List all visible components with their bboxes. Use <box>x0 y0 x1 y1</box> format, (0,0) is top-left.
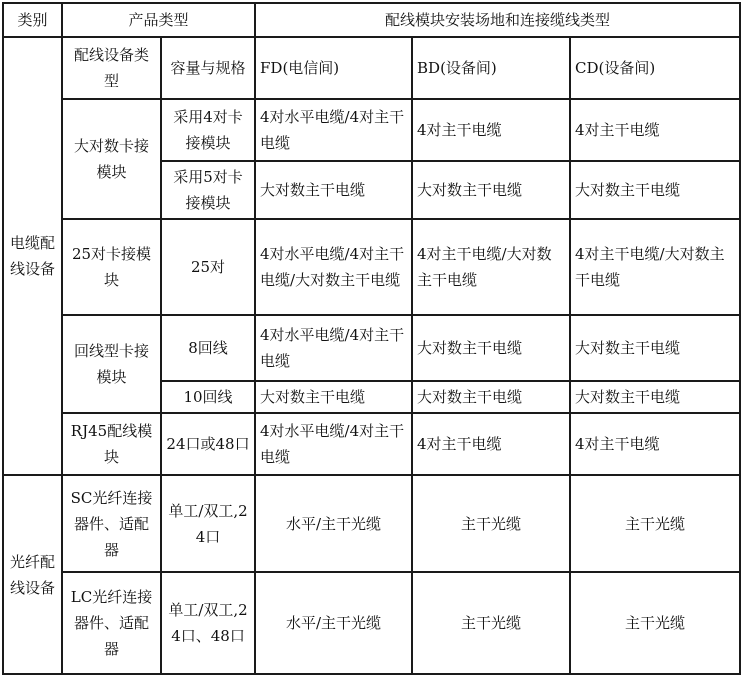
row-bd: 主干光缆 <box>412 572 570 674</box>
subheader-fd: FD(电信间) <box>255 37 412 99</box>
subheader-bd: BD(设备间) <box>412 37 570 99</box>
module-table <box>2 2 741 675</box>
row-capacity: 采用4对卡接模块 <box>161 99 255 161</box>
subheader-device-type: 配线设备类型 <box>62 37 161 99</box>
row-device: 大对数卡接模块 <box>62 99 161 219</box>
group-fiber: 光纤配线设备 <box>3 475 62 674</box>
row-bd: 4对主干电缆/大对数主干电缆 <box>412 219 570 315</box>
header-install-area: 配线模块安装场地和连接缆线类型 <box>255 3 740 37</box>
row-capacity: 8回线 <box>161 315 255 381</box>
row-cd: 大对数主干电缆 <box>570 381 740 413</box>
row-cd: 4对主干电缆 <box>570 99 740 161</box>
row-fd: 4对水平电缆/4对主干电缆 <box>255 99 412 161</box>
row-fd: 4对水平电缆/4对主干电缆/大对数主干电缆 <box>255 219 412 315</box>
row-device: LC光纤连接器件、适配器 <box>62 572 161 674</box>
row-fd: 水平/主干光缆 <box>255 475 412 572</box>
row-cd: 主干光缆 <box>570 475 740 572</box>
row-capacity: 24口或48口 <box>161 413 255 475</box>
subheader-capacity: 容量与规格 <box>161 37 255 99</box>
row-capacity: 10回线 <box>161 381 255 413</box>
row-fd: 4对水平电缆/4对主干电缆 <box>255 413 412 475</box>
row-device: RJ45配线模块 <box>62 413 161 475</box>
row-bd: 大对数主干电缆 <box>412 381 570 413</box>
row-bd: 4对主干电缆 <box>412 99 570 161</box>
row-cd: 大对数主干电缆 <box>570 161 740 219</box>
row-bd: 4对主干电缆 <box>412 413 570 475</box>
row-cd: 主干光缆 <box>570 572 740 674</box>
subheader-cd: CD(设备间) <box>570 37 740 99</box>
row-capacity: 单工/双工,24口 <box>161 475 255 572</box>
group-cable: 电缆配线设备 <box>3 37 62 475</box>
row-bd: 大对数主干电缆 <box>412 315 570 381</box>
row-bd: 主干光缆 <box>412 475 570 572</box>
row-cd: 大对数主干电缆 <box>570 315 740 381</box>
row-cd: 4对主干电缆/大对数主干电缆 <box>570 219 740 315</box>
row-capacity: 单工/双工,24口、48口 <box>161 572 255 674</box>
row-fd: 大对数主干电缆 <box>255 161 412 219</box>
row-bd: 大对数主干电缆 <box>412 161 570 219</box>
row-capacity: 采用5对卡接模块 <box>161 161 255 219</box>
row-device: 回线型卡接模块 <box>62 315 161 413</box>
row-fd: 水平/主干光缆 <box>255 572 412 674</box>
row-fd: 4对水平电缆/4对主干电缆 <box>255 315 412 381</box>
row-device: 25对卡接模块 <box>62 219 161 315</box>
header-category: 类别 <box>3 3 62 37</box>
row-fd: 大对数主干电缆 <box>255 381 412 413</box>
row-device: SC光纤连接器件、适配器 <box>62 475 161 572</box>
header-product-type: 产品类型 <box>62 3 255 37</box>
row-capacity: 25对 <box>161 219 255 315</box>
row-cd: 4对主干电缆 <box>570 413 740 475</box>
